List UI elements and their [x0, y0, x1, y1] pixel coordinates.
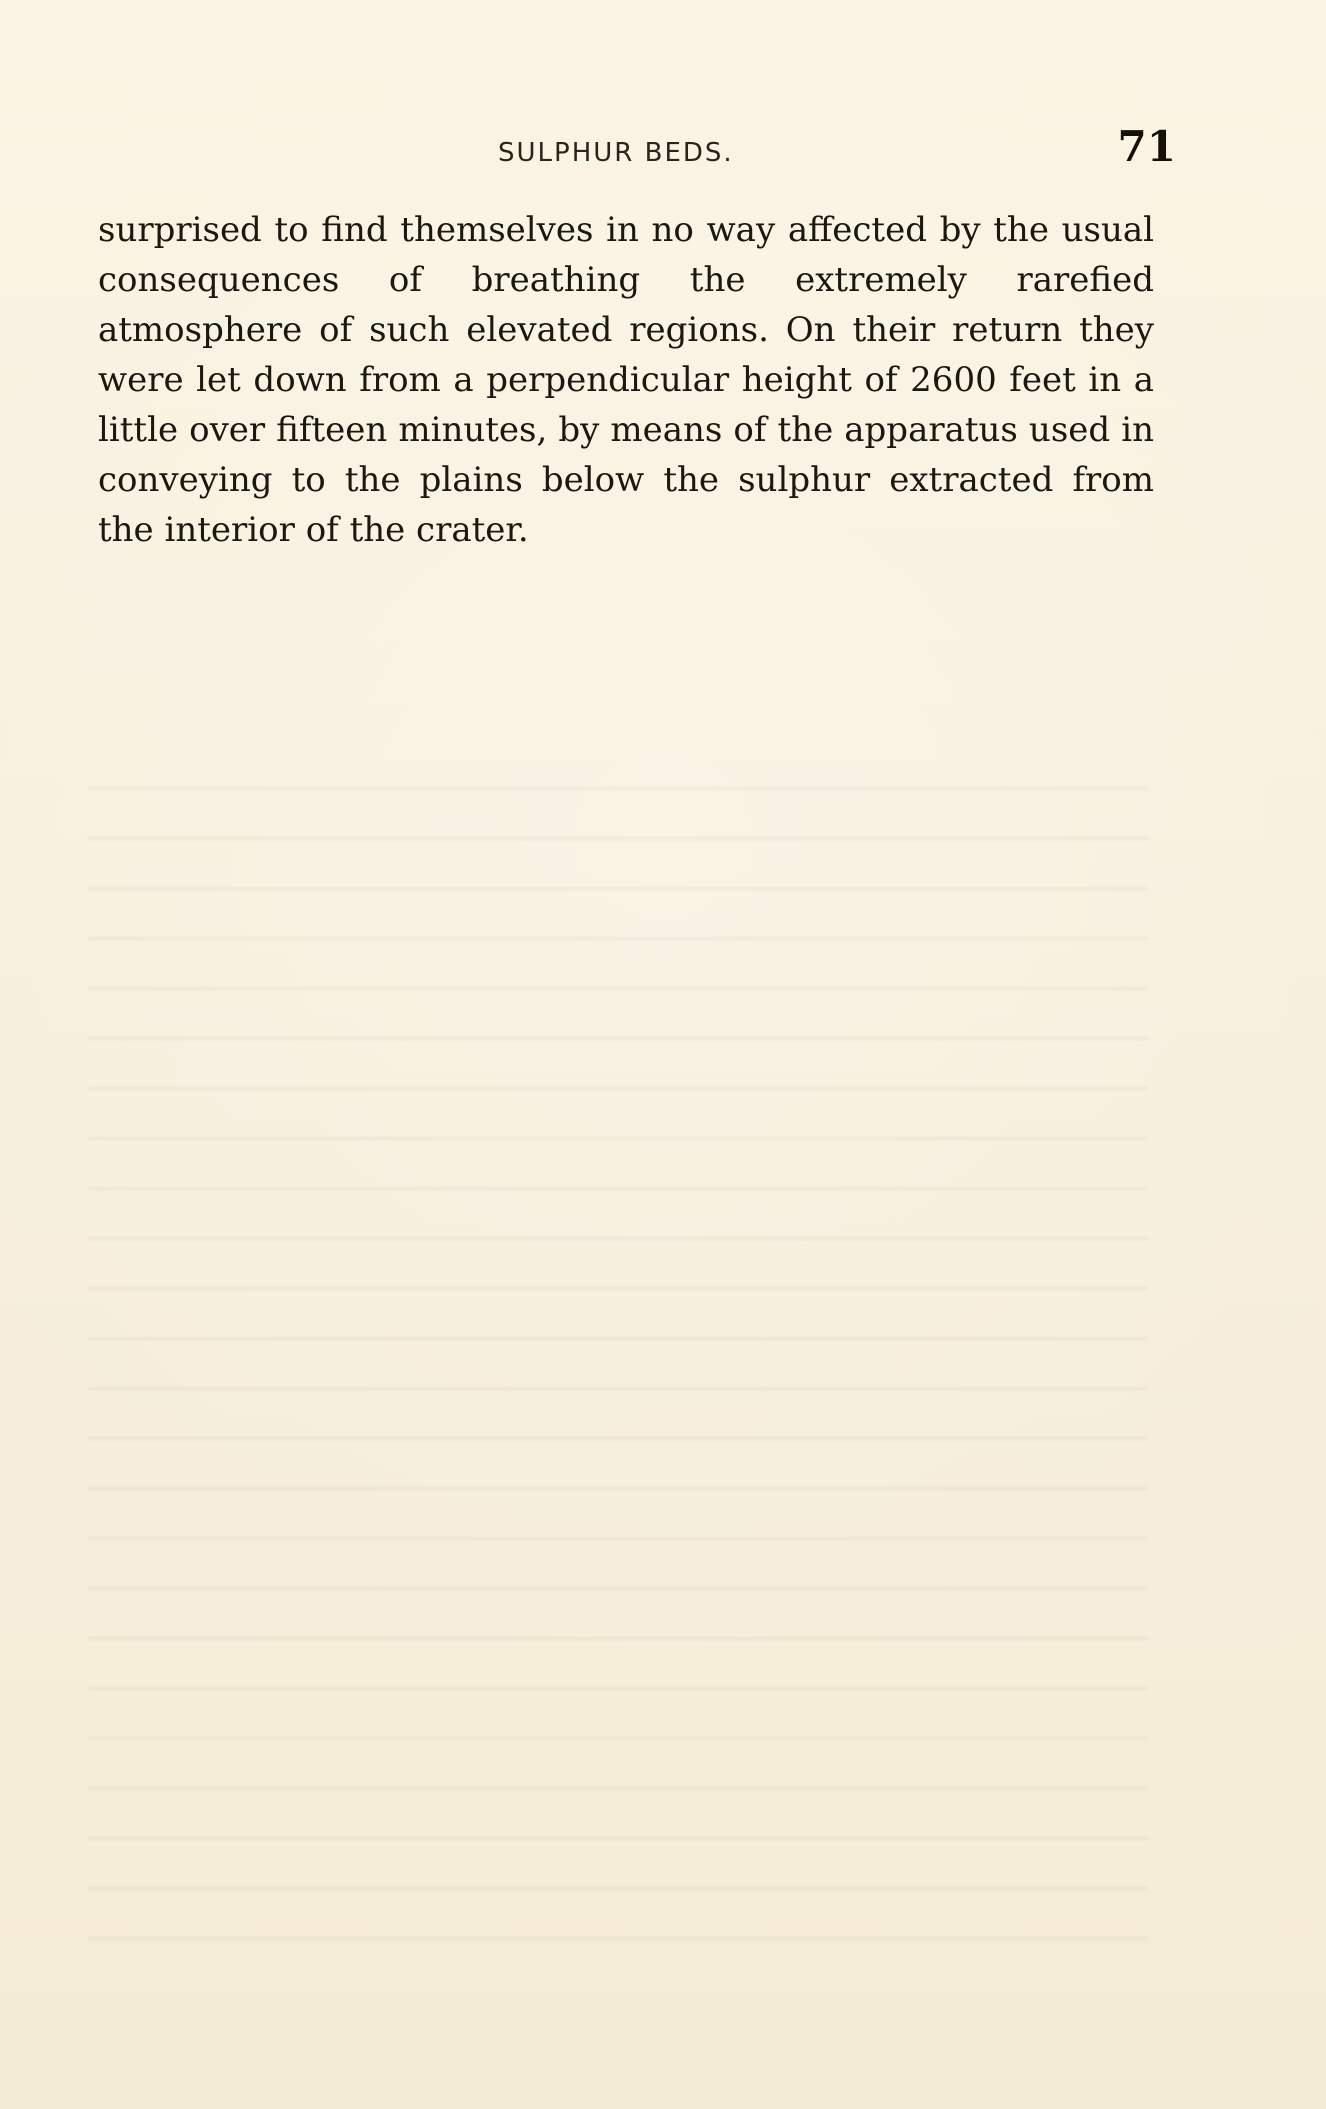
page-number: 71	[1117, 122, 1176, 171]
page-header	[98, 122, 1176, 178]
running-title: SULPHUR BEDS.	[498, 138, 734, 168]
body-paragraph: surprised to find themselves in no way affected by the usual consequences of breathing the extremely rarefied atmosphere of such elevated regions. On their return they were let down from a perpendicular height of 2600 feet in a little over fifteen minutes, by means of the apparatus used in conveying to the plains below the sulphur extracted from the interior of the crater.	[98, 210, 1154, 550]
show-through-text	[88, 760, 1148, 1970]
